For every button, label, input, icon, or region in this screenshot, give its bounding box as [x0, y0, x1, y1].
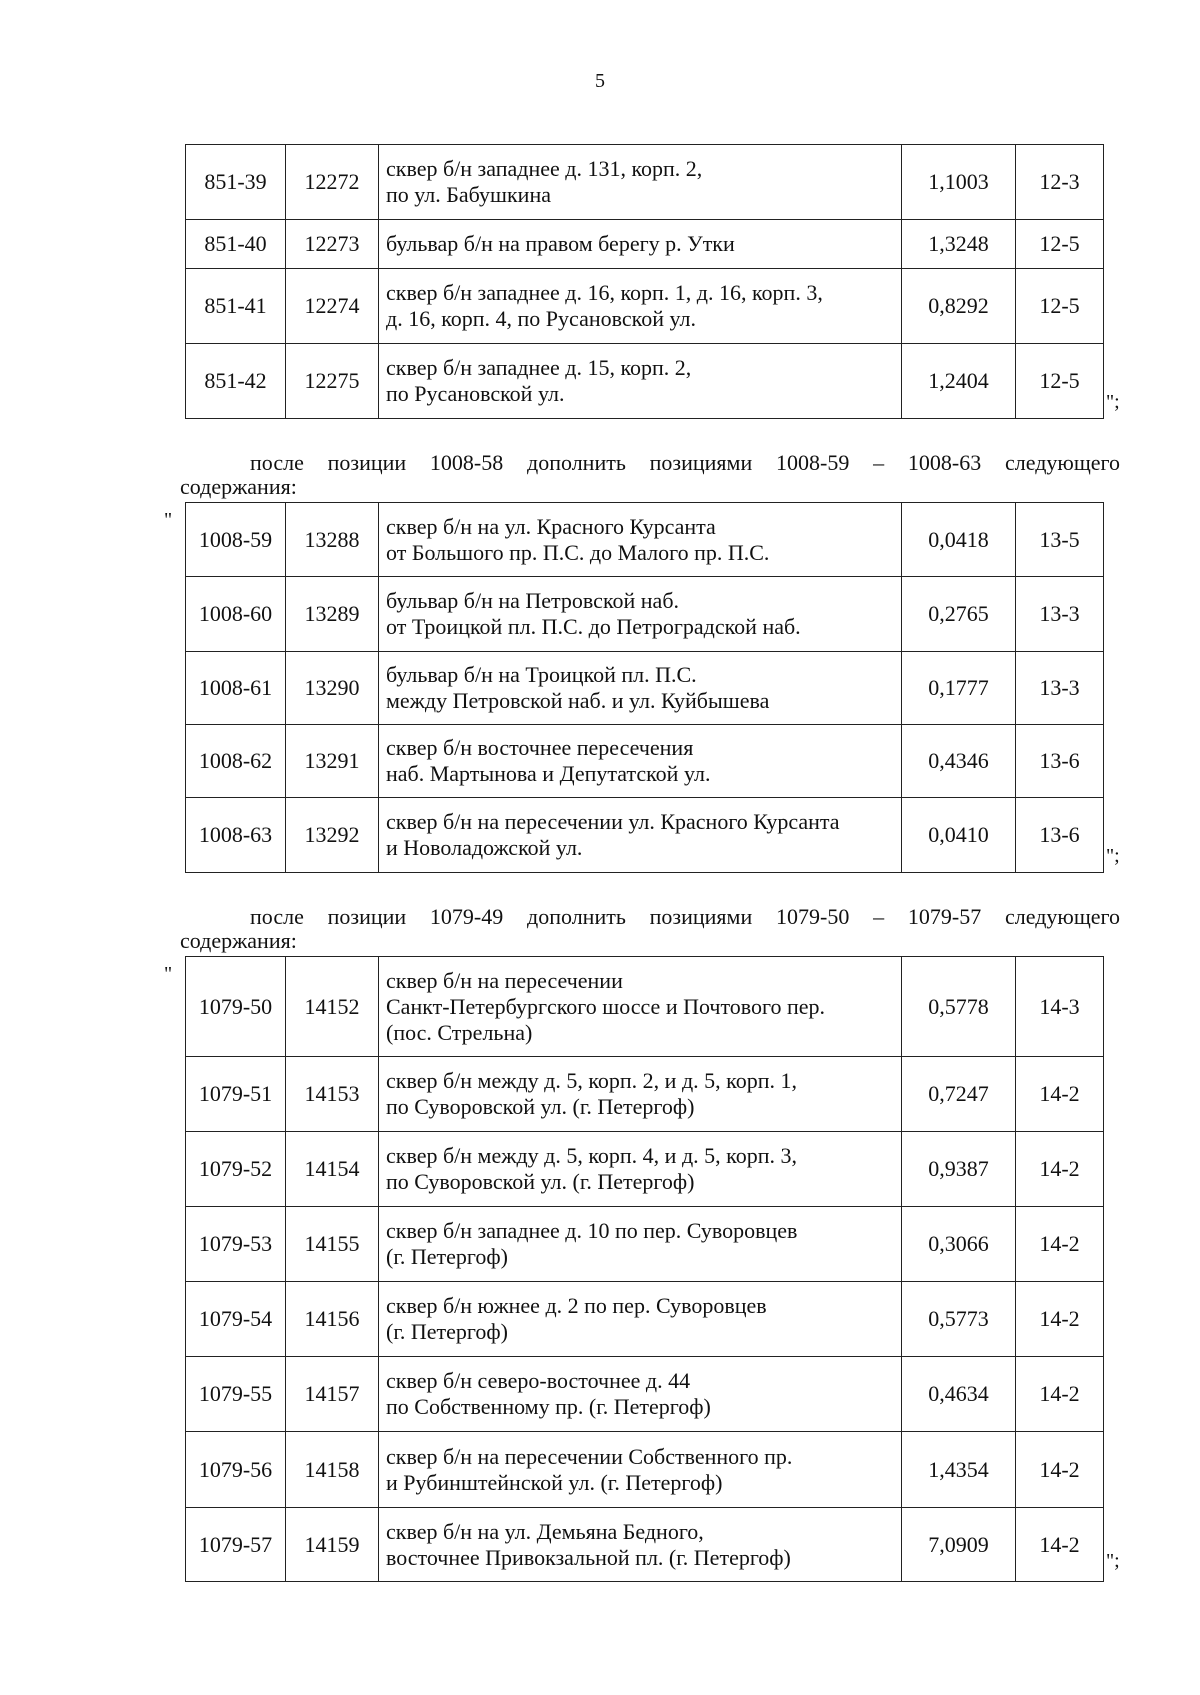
paragraph-line: содержания: [180, 928, 297, 953]
description-line: по Русановской ул. [386, 381, 565, 406]
table-row [186, 269, 1104, 344]
page-number: 5 [595, 70, 605, 92]
amendment-paragraph-1008 [180, 451, 1120, 499]
description-line: сквер б/н на ул. Демьяна Бедного, [386, 1518, 704, 1544]
object-id-cell: 13288 [286, 503, 379, 577]
object-id-cell: 14154 [286, 1132, 379, 1207]
table-row [186, 1357, 1104, 1432]
area-cell: 0,1777 [902, 652, 1016, 725]
description-line: д. 16, корп. 4, по Русановской ул. [386, 306, 696, 331]
description-line: по Собственному пр. (г. Петергоф) [386, 1394, 711, 1419]
position-number-cell: 1079-52 [186, 1132, 286, 1207]
description-cell [379, 1508, 902, 1582]
object-id-cell: 14157 [286, 1357, 379, 1432]
table-row [186, 957, 1104, 1057]
opening-quote: " [164, 509, 173, 531]
area-cell: 1,3248 [902, 220, 1016, 269]
zone-code-cell: 13-3 [1016, 577, 1104, 652]
zone-code-cell: 14-3 [1016, 957, 1104, 1057]
description-cell [379, 220, 902, 269]
description-cell [379, 652, 902, 725]
table-row [186, 1508, 1104, 1582]
object-id-cell: 13289 [286, 577, 379, 652]
zone-code-cell: 14-2 [1016, 1057, 1104, 1132]
description-cell [379, 1432, 902, 1508]
zone-code-cell: 13-6 [1016, 725, 1104, 798]
object-id-cell: 14159 [286, 1508, 379, 1582]
description-cell [379, 957, 902, 1057]
description-line: сквер б/н на пересечении ул. Красного Курсанта [386, 809, 840, 834]
position-number-cell: 1079-55 [186, 1357, 286, 1432]
position-number-cell: 1079-51 [186, 1057, 286, 1132]
description-line: сквер б/н на ул. Красного Курсанта [386, 513, 716, 539]
area-cell: 7,0909 [902, 1508, 1016, 1582]
position-number-cell: 851-40 [186, 220, 286, 269]
description-line: от Большого пр. П.С. до Малого пр. П.С. [386, 539, 770, 565]
zone-code-cell: 12-5 [1016, 269, 1104, 344]
table-row [186, 798, 1104, 873]
object-id-cell: 14153 [286, 1057, 379, 1132]
closing-quote: "; [1106, 1550, 1120, 1572]
area-cell: 0,3066 [902, 1207, 1016, 1282]
object-id-cell: 13290 [286, 652, 379, 725]
closing-quote: "; [1106, 845, 1120, 867]
description-line: сквер б/н между д. 5, корп. 4, и д. 5, корп. 3, [386, 1143, 797, 1168]
description-line: (г. Петергоф) [386, 1319, 508, 1344]
description-line: бульвар б/н на Петровской наб. [386, 588, 680, 613]
description-line: восточнее Привокзальной пл. (г. Петергоф) [386, 1544, 791, 1570]
paragraph-line: после позиции 1079-49 дополнить позициями 1079-50 – 1079-57 следующего [250, 904, 1120, 929]
positions-table-851 [185, 144, 1104, 419]
description-cell [379, 503, 902, 577]
description-line: наб. Мартынова и Депутатской ул. [386, 761, 711, 786]
position-number-cell: 851-41 [186, 269, 286, 344]
object-id-cell: 13292 [286, 798, 379, 873]
position-number-cell: 1008-63 [186, 798, 286, 873]
zone-code-cell: 14-2 [1016, 1508, 1104, 1582]
description-cell [379, 725, 902, 798]
object-id-cell: 14156 [286, 1282, 379, 1357]
area-cell: 0,4346 [902, 725, 1016, 798]
table-row [186, 145, 1104, 220]
description-line: (г. Петергоф) [386, 1244, 508, 1269]
area-cell: 1,2404 [902, 344, 1016, 419]
position-number-cell: 1079-56 [186, 1432, 286, 1508]
zone-code-cell: 13-5 [1016, 503, 1104, 577]
area-cell: 0,5773 [902, 1282, 1016, 1357]
position-number-cell: 1079-50 [186, 957, 286, 1057]
zone-code-cell: 12-5 [1016, 220, 1104, 269]
description-cell [379, 269, 902, 344]
object-id-cell: 14155 [286, 1207, 379, 1282]
table-row [186, 1207, 1104, 1282]
table-row [186, 1057, 1104, 1132]
table-row [186, 1282, 1104, 1357]
zone-code-cell: 12-3 [1016, 145, 1104, 220]
table-row [186, 220, 1104, 269]
description-line: сквер б/н на пересечении [386, 967, 623, 993]
position-number-cell: 1079-54 [186, 1282, 286, 1357]
description-line: сквер б/н северо-восточнее д. 44 [386, 1368, 691, 1393]
zone-code-cell: 12-5 [1016, 344, 1104, 419]
table-row [186, 652, 1104, 725]
area-cell: 0,8292 [902, 269, 1016, 344]
positions-table-1008 [185, 502, 1104, 873]
area-cell: 0,0410 [902, 798, 1016, 873]
description-cell [379, 145, 902, 220]
description-line: по ул. Бабушкина [386, 182, 551, 207]
area-cell: 0,5778 [902, 957, 1016, 1057]
description-line: между Петровской наб. и ул. Куйбышева [386, 688, 770, 713]
description-line: сквер б/н южнее д. 2 по пер. Суворовцев [386, 1293, 767, 1318]
area-cell: 0,2765 [902, 577, 1016, 652]
description-line: сквер б/н западнее д. 131, корп. 2, [386, 156, 703, 181]
description-line: сквер б/н западнее д. 16, корп. 1, д. 16, корп. 3, [386, 280, 823, 305]
table-row [186, 577, 1104, 652]
opening-quote: " [164, 963, 173, 985]
description-cell [379, 1357, 902, 1432]
area-cell: 1,4354 [902, 1432, 1016, 1508]
description-line: и Новоладожской ул. [386, 835, 583, 860]
object-id-cell: 12273 [286, 220, 379, 269]
amendment-paragraph-1079 [180, 905, 1120, 953]
description-line: сквер б/н западнее д. 15, корп. 2, [386, 355, 692, 380]
zone-code-cell: 13-6 [1016, 798, 1104, 873]
zone-code-cell: 13-3 [1016, 652, 1104, 725]
position-number-cell: 1079-57 [186, 1508, 286, 1582]
area-cell: 0,9387 [902, 1132, 1016, 1207]
positions-table-1079 [185, 956, 1104, 1582]
table-row [186, 1432, 1104, 1508]
zone-code-cell: 14-2 [1016, 1282, 1104, 1357]
description-cell [379, 1207, 902, 1282]
description-cell [379, 1057, 902, 1132]
object-id-cell: 12275 [286, 344, 379, 419]
area-cell: 0,4634 [902, 1357, 1016, 1432]
description-cell [379, 344, 902, 419]
object-id-cell: 14158 [286, 1432, 379, 1508]
zone-code-cell: 14-2 [1016, 1357, 1104, 1432]
description-line: сквер б/н восточнее пересечения [386, 735, 694, 760]
position-number-cell: 1008-60 [186, 577, 286, 652]
description-line: сквер б/н между д. 5, корп. 2, и д. 5, корп. 1, [386, 1068, 797, 1093]
area-cell: 0,0418 [902, 503, 1016, 577]
area-cell: 0,7247 [902, 1057, 1016, 1132]
description-line: бульвар б/н на Троицкой пл. П.С. [386, 662, 697, 687]
zone-code-cell: 14-2 [1016, 1132, 1104, 1207]
position-number-cell: 1008-61 [186, 652, 286, 725]
description-line: от Троицкой пл. П.С. до Петроградской наб. [386, 614, 801, 639]
table-row [186, 344, 1104, 419]
description-cell [379, 577, 902, 652]
description-line: бульвар б/н на правом берегу р. Утки [386, 231, 735, 256]
object-id-cell: 13291 [286, 725, 379, 798]
closing-quote: "; [1106, 391, 1120, 413]
table-row [186, 725, 1104, 798]
description-cell [379, 1282, 902, 1357]
table-row [186, 503, 1104, 577]
object-id-cell: 12274 [286, 269, 379, 344]
zone-code-cell: 14-2 [1016, 1207, 1104, 1282]
position-number-cell: 1008-59 [186, 503, 286, 577]
description-line: (пос. Стрельна) [386, 1019, 533, 1045]
object-id-cell: 14152 [286, 957, 379, 1057]
description-line: Санкт-Петербургского шоссе и Почтового пер. [386, 993, 826, 1019]
zone-code-cell: 14-2 [1016, 1432, 1104, 1508]
table-row [186, 1132, 1104, 1207]
description-line: сквер б/н западнее д. 10 по пер. Суворовцев [386, 1218, 798, 1243]
position-number-cell: 1008-62 [186, 725, 286, 798]
object-id-cell: 12272 [286, 145, 379, 220]
position-number-cell: 851-42 [186, 344, 286, 419]
position-number-cell: 851-39 [186, 145, 286, 220]
paragraph-line: после позиции 1008-58 дополнить позициями 1008-59 – 1008-63 следующего [250, 450, 1120, 475]
area-cell: 1,1003 [902, 145, 1016, 220]
paragraph-line: содержания: [180, 474, 297, 499]
description-cell [379, 1132, 902, 1207]
position-number-cell: 1079-53 [186, 1207, 286, 1282]
description-line: сквер б/н на пересечении Собственного пр. [386, 1443, 793, 1469]
description-cell [379, 798, 902, 873]
description-line: и Рубинштейнской ул. (г. Петергоф) [386, 1469, 723, 1495]
description-line: по Суворовской ул. (г. Петергоф) [386, 1094, 695, 1119]
description-line: по Суворовской ул. (г. Петергоф) [386, 1169, 695, 1194]
